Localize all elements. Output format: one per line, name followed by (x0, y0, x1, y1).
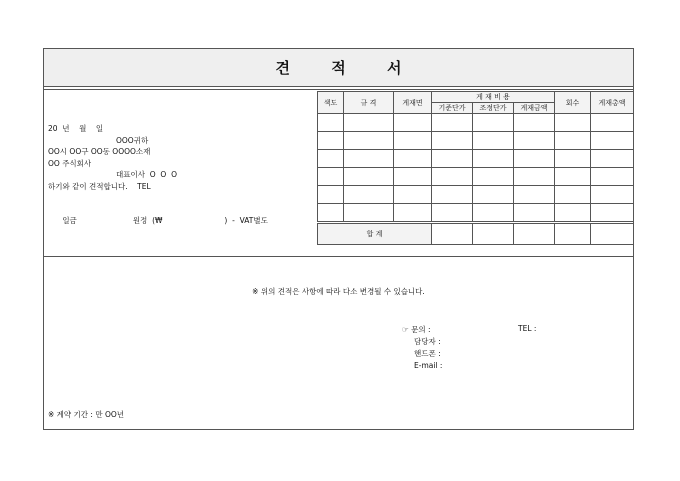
email-label: E-mail : (414, 361, 443, 370)
manager-label: 담당자 : (414, 337, 441, 346)
table-row (318, 150, 634, 168)
header-color: 색도 (318, 92, 344, 114)
contact-block (402, 324, 442, 372)
recipient: OOO귀하 (116, 135, 149, 145)
sum-row (318, 223, 634, 245)
amount-won: 원정 (₩ (132, 216, 163, 226)
estimate-form (43, 48, 634, 430)
statement-line: 하기와 같이 견적합니다. TEL (48, 181, 151, 191)
notice-text: ※ 위의 견적은 사항에 따라 다소 변경될 수 있습니다. (252, 287, 425, 296)
ceo-name: 대표이사 O O O (116, 170, 177, 180)
company-name: OO 주식회사 (48, 158, 92, 168)
amount-label: 일금 (62, 216, 77, 226)
header-cost-group: 게 재 비 용 (432, 92, 555, 103)
amount-vat: ) - VAT별도 (224, 216, 268, 226)
header-spec: 규 격 (344, 92, 394, 114)
header-adjusted-price: 조정단가 (473, 103, 514, 114)
date-line: 20 년 월 일 (48, 124, 104, 133)
supplier-info (48, 123, 308, 238)
table-row (318, 186, 634, 204)
tel-label: TEL : (518, 324, 537, 333)
table-row (318, 204, 634, 223)
document-title: 견 적 서 (275, 59, 420, 77)
title-divider (44, 87, 633, 90)
inquiry-label: ☞ 문의 : (402, 325, 431, 334)
header-posting-amount: 게재금액 (514, 103, 555, 114)
contract-period: ※ 계약 기간 : 만 OO년 (48, 410, 125, 419)
header-count: 회수 (555, 92, 591, 114)
amount-line (48, 204, 308, 239)
title-bar (44, 49, 633, 87)
sum-label: 합 계 (318, 223, 432, 245)
header-page: 게재면 (394, 92, 432, 114)
table-row (318, 132, 634, 150)
header-base-price: 기준단가 (432, 103, 473, 114)
header-total: 게재총액 (591, 92, 634, 114)
table-row (318, 168, 634, 186)
section-divider (44, 256, 633, 257)
address: OO시 OO구 OO동 OOOO소재 (48, 147, 151, 157)
estimate-table (317, 91, 633, 258)
table-row (318, 114, 634, 132)
mobile-label: 핸드폰 : (414, 349, 441, 358)
